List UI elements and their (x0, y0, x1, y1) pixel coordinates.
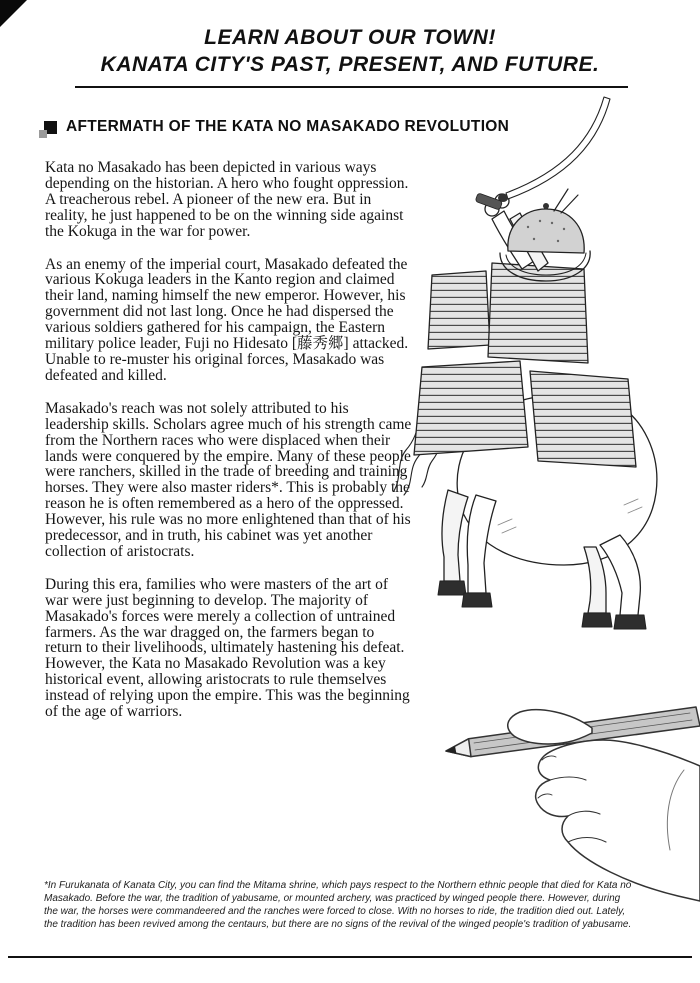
hand-with-pencil-illustration (418, 648, 700, 910)
paragraph: During this era, families who were masters of the art of war were just beginning to develop. The majority of Masakado's forces were merely a collection of untrained farmers. As the war dragged on, the farmers began to return to their livelihoods, ultimately hastening his defeat. However, the Kata no Masakado Revolution was a key historical event, allowing aristocrats to rule themselves instead of relying upon the empire. This was the beginning of the age of warriors. (45, 575, 410, 721)
footnote: *In Furukanata of Kanata City, you can find the Mitama shrine, which pays respect to the Northern ethnic people that died for Kata no Masakado. Before the war, the tradition of yabusame, or mounted archery, was practiced by winged people there. However, during the war, the horses were commandeered and the ranches were forced to close. With no horses to ride, the tradition died out. Lately, the tradition has been revived among the centaurs, but there are no signs of the revival of the winged people's tradition of yabusame. (44, 880, 632, 930)
page-title-line1: LEARN ABOUT OUR TOWN! (204, 26, 496, 49)
paragraph: Kata no Masakado has been depicted in various ways depending on the historian. A hero who fought oppression. A treacherous rebel. A pioneer of the new era. But in reality, he just happened to be on the winning side against the Kokuga in the war for power. (45, 159, 409, 240)
title-divider (75, 86, 628, 88)
paragraph: As an enemy of the imperial court, Masakado defeated the various Kokuga leaders in the Kanto region and claimed their land, naming himself the new emperor. However, his government did not last long. Once he had dispersed the various soldiers gathered for his campaign, the Eastern military police leader, Fuji no Hidesato [藤秀郷] attacked. Unable to re-muster his original forces, Masakado was defeated and killed. (45, 255, 409, 384)
centaur-samurai-illustration (388, 95, 700, 640)
bottom-divider (8, 956, 692, 958)
article-body (45, 160, 413, 737)
paragraph: Masakado's reach was not solely attributed to his leadership skills. Scholars agree much of his strength came from the Northern races who were displaced when their lands were conquered by the empire. Many of these people were ranchers, skilled in the trade of breeding and training horses. They were also master riders*. This is probably the reason he is often remembered as a hero of the oppressed. However, his rule was no more enlightened than that of his predecessor, and in truth, his cabinet was yet another collection of aristocrats. (45, 399, 412, 560)
page-title-line2: KANATA CITY'S PAST, PRESENT, AND FUTURE. (100, 52, 600, 76)
section-bullet-icon (44, 121, 57, 134)
section-heading: AFTERMATH OF THE KATA NO MASAKADO REVOLUTION (66, 118, 510, 135)
page-header (0, 25, 700, 79)
page-corner-mark-icon (0, 0, 27, 27)
